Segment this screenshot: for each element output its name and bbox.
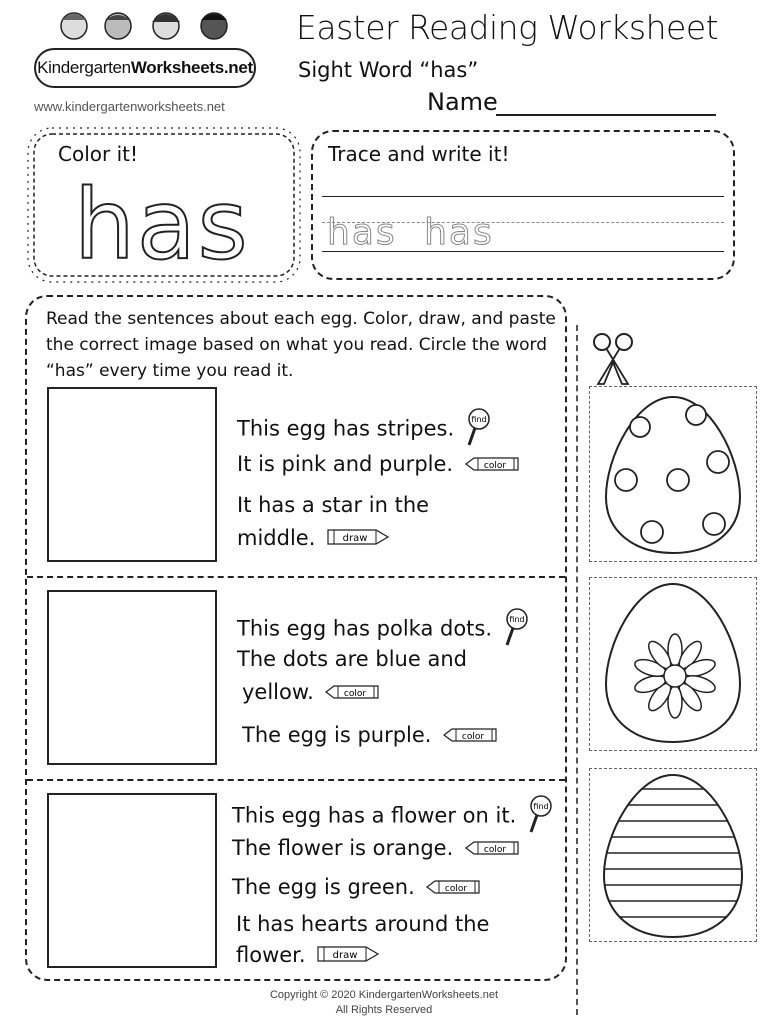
egg2-sentence-2: The dots are blue and: [237, 647, 467, 671]
egg1-sentence-4: middle. draw: [237, 526, 390, 551]
logo-text-part2: Worksheets.net: [130, 58, 253, 77]
color-badge-text: color: [462, 732, 485, 742]
trace-word-text[interactable]: has has: [327, 212, 494, 253]
paste-box-1[interactable]: [47, 387, 217, 562]
pencil-draw-icon: [316, 944, 380, 968]
pencil-draw-icon: [326, 527, 390, 551]
find-magnifier-icon: [465, 407, 495, 452]
egg2-sentence-3: yellow. color: [242, 680, 380, 705]
crayon-color-icon: [442, 724, 498, 748]
outline-word-text: has: [74, 169, 250, 266]
site-url: www.kindergartenworksheets.net: [34, 99, 225, 114]
color-badge-text: color: [445, 884, 468, 894]
name-label: Name: [427, 88, 498, 116]
find-badge-text: find: [509, 615, 525, 624]
site-logo: [34, 48, 256, 88]
crayon-color-icon: [425, 876, 481, 900]
worksheet-subtitle: Sight Word “has”: [298, 58, 479, 82]
egg2-sentence-1: This egg has polka dots. find: [237, 607, 533, 652]
cut-line: [576, 325, 578, 1015]
color-badge-text: color: [483, 845, 507, 855]
name-write-line[interactable]: [496, 114, 716, 116]
draw-badge-text: draw: [332, 950, 358, 961]
trace-label: Trace and write it!: [328, 142, 510, 166]
find-magnifier-icon: [527, 794, 557, 839]
egg3-sentence-5: flower. draw: [236, 943, 380, 968]
egg2-sentence-4: The egg is purple. color: [242, 723, 498, 748]
egg1-sentence-3: It has a star in the: [237, 493, 430, 517]
find-badge-text: find: [533, 802, 549, 811]
color-badge-text: color: [344, 689, 367, 699]
color-badge-text: color: [483, 461, 506, 471]
cutout-egg-flower-box[interactable]: [589, 577, 757, 751]
cutout-egg-dots-box[interactable]: [589, 386, 757, 562]
footer-copyright: Copyright © 2020 KindergartenWorksheets.net: [269, 989, 499, 1001]
color-it-label: Color it!: [58, 142, 138, 166]
egg1-sentence-1: This egg has stripes. find: [237, 407, 495, 452]
paste-box-2[interactable]: [47, 590, 217, 765]
crayon-color-icon: [464, 837, 520, 861]
trace-top-line: [322, 196, 724, 197]
row-divider: [27, 576, 565, 578]
crayon-color-icon: [464, 453, 520, 477]
crayon-color-icon: [324, 681, 380, 705]
paste-box-3[interactable]: [47, 793, 217, 968]
egg3-sentence-3: The egg is green. color: [232, 875, 481, 900]
outline-word-has[interactable]: [66, 166, 266, 266]
egg-flower-icon: [590, 578, 756, 750]
egg1-sentence-2: It is pink and purple. color: [237, 452, 520, 477]
worksheet-title: Easter Reading Worksheet: [296, 8, 719, 47]
logo-text-part1: Kindergarten: [37, 58, 131, 77]
scissors-icon: [590, 330, 636, 386]
instructions-text: Read the sentences about each egg. Color, draw, and paste the correct image based on what you read. Circle the word “has” every time you read it.: [46, 309, 556, 381]
egg3-sentence-2: The flower is orange. color: [232, 836, 520, 861]
egg3-sentence-4: It has hearts around the: [236, 912, 490, 936]
draw-badge-text: draw: [342, 533, 368, 544]
footer-rights: All Rights Reserved: [335, 1004, 433, 1016]
cutout-egg-stripes-box[interactable]: [589, 768, 757, 942]
row-divider: [27, 779, 565, 781]
find-badge-text: find: [471, 415, 487, 424]
egg-stripes-icon: [590, 769, 756, 941]
egg3-sentence-1: This egg has a flower on it. find: [232, 794, 557, 839]
egg-polka-dots-icon: [590, 387, 756, 561]
find-magnifier-icon: [503, 607, 533, 652]
kids-illustration: [48, 8, 248, 48]
